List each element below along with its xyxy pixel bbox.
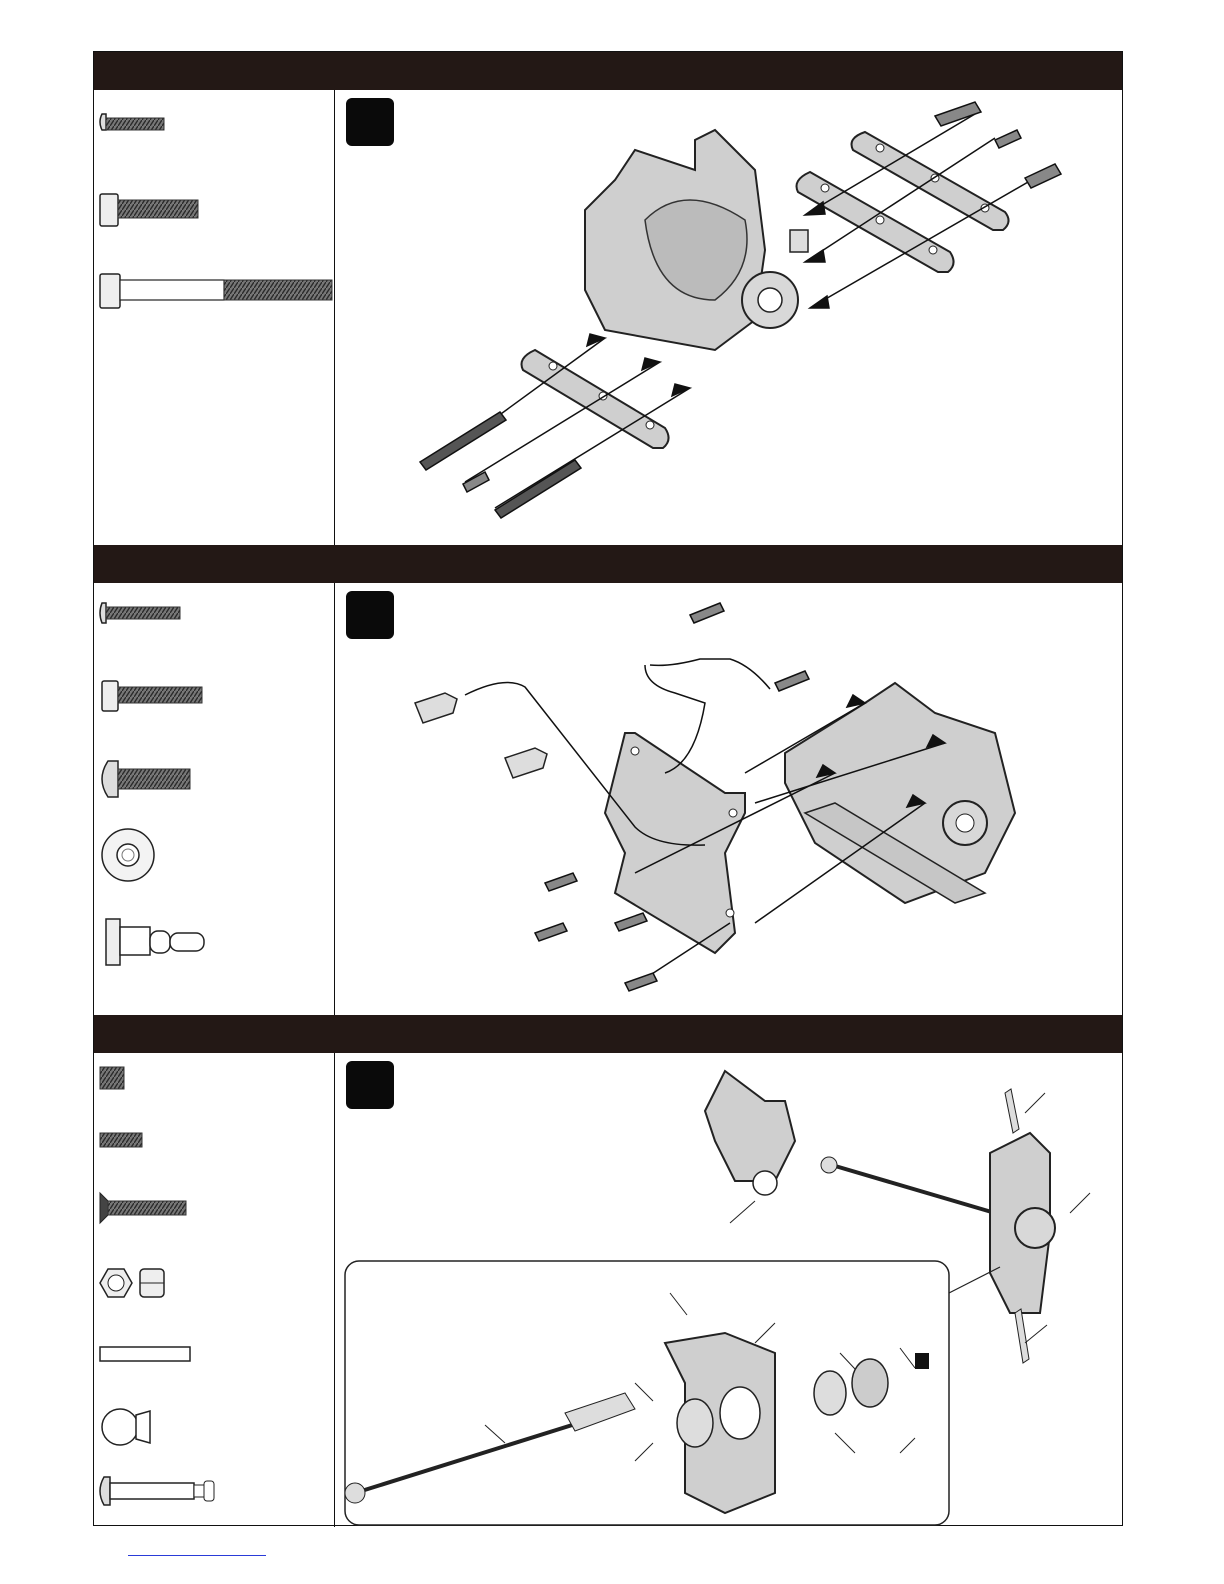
section-header-bar [94,545,1122,583]
parts-illustrations [94,583,335,1015]
set-screw-icon [100,1133,142,1147]
steering-knuckle-exploded-view [335,1053,1124,1527]
gearbox-housing [585,130,808,350]
steering-knuckle-top [705,1071,795,1195]
gearbox-assembly [785,683,1015,903]
footer-link-underline[interactable] [128,1555,266,1556]
assembly-diagram-2 [335,583,1122,1015]
button-head-screw-icon [100,603,180,623]
bulkhead-exploded-view [335,583,1124,1015]
page-frame [93,51,1123,1526]
set-screw-short-icon [100,1067,124,1089]
washer-icon [102,829,154,881]
pin-icon [100,1347,190,1361]
ball-stud-icon [106,919,204,965]
section-header-bar [94,52,1122,90]
section-header-bar [94,1015,1122,1053]
button-head-screw-icon [100,114,164,130]
ball-end-icon [102,1409,150,1445]
detail-callout-box [345,1261,1000,1525]
countersunk-button-screw-icon [102,761,190,797]
flat-head-screw-icon [100,1193,186,1223]
step-section-1 [94,52,1122,545]
parts-list [94,90,335,545]
ball-studs [415,693,547,778]
assembly-diagram-1 [335,90,1122,545]
cap-head-screw-icon [102,681,202,711]
step-section-2 [94,545,1122,1015]
hub-carrier-assembly [990,1089,1055,1363]
nylon-nut-icon [100,1269,164,1297]
assembly-diagram-3 [335,1053,1122,1527]
cap-head-screw-icon [100,194,198,226]
parts-illustrations [94,1053,335,1527]
long-cap-head-screw-icon [100,274,332,308]
parts-illustrations [94,90,335,545]
hinge-pin-icon [100,1477,214,1505]
parts-list [94,583,335,1015]
drive-shaft-top [821,1157,995,1213]
parts-list [94,1053,335,1527]
step-section-3 [94,1015,1122,1527]
diff-case-exploded-view [335,90,1124,545]
